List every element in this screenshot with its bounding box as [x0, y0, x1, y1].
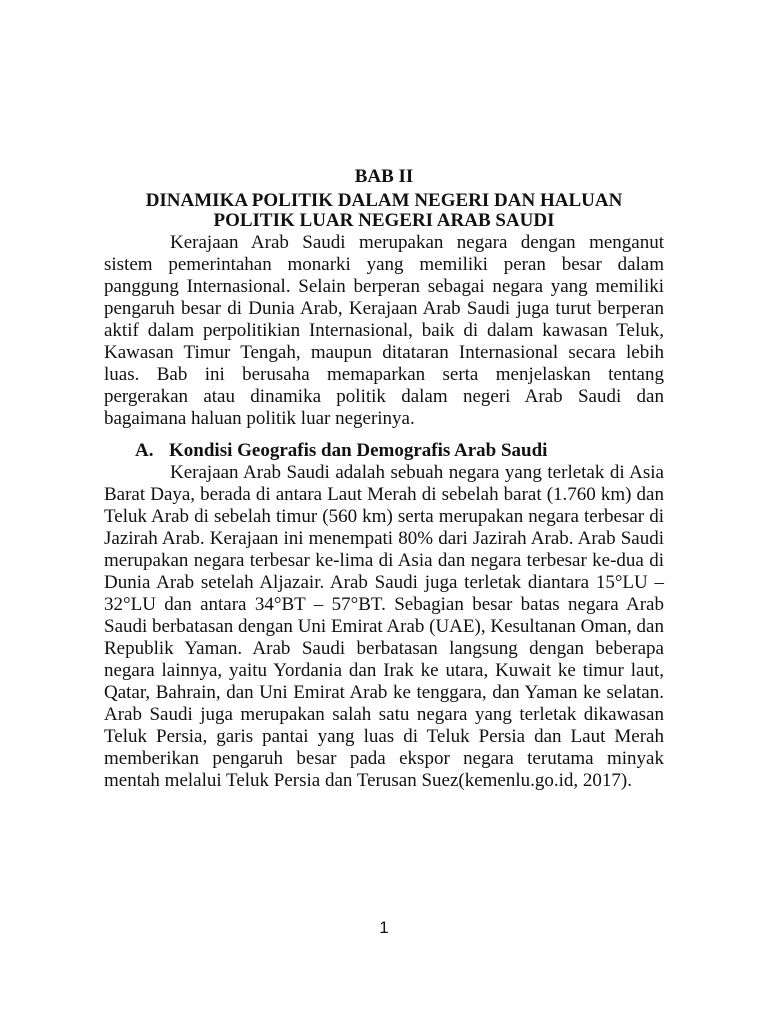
chapter-title-line-1: DINAMIKA POLITIK DALAM NEGERI DAN HALUAN: [145, 190, 623, 211]
section-a-marker: A.: [135, 440, 154, 461]
section-a-paragraph: Kerajaan Arab Saudi adalah sebuah negara yang terletak di Asia Barat Daya, berada di antara Laut Merah di sebelah barat (1.760 km) dan Teluk Arab di sebelah timur (560 km) serta merupakan negara terbesar di Jazirah Arab. Kerajaan ini menempati 80% dari Jazirah Arab. Arab Saudi merupakan negara terbesar ke-lima di Asia dan negara terbesar ke-dua di Dunia Arab setelah Aljazair. Arab Saudi juga terletak diantara 15°LU – 32°LU dan antara 34°BT – 57°BT. Sebagian besar batas negara Arab Saudi berbatasan dengan Uni Emirat Arab (UAE), Kesultanan Oman, dan Republik Yaman. Arab Saudi berbatasan langsung dengan beberapa negara lainnya, yaitu Yordania dan Irak ke utara, Kuwait ke timur laut, Qatar, Bahrain, dan Uni Emirat Arab ke tenggara, dan Yaman ke selatan. Arab Saudi juga merupakan salah satu negara yang terletak dikawasan Teluk Persia, garis pantai yang luas di Teluk Persia dan Laut Merah memberikan pengaruh besar pada ekspor negara terutama minyak mentah melalui Teluk Persia dan Terusan Suez(kemenlu.go.id, 2017).: [104, 462, 664, 791]
page-number: 1: [379, 918, 389, 937]
intro-paragraph: Kerajaan Arab Saudi merupakan negara dengan menganut sistem pemerintahan monarki yang memiliki peran besar dalam panggung Internasional. Selain berperan sebagai negara yang memiliki pengaruh besar di Dunia Arab, Kerajaan Arab Saudi juga turut berperan aktif dalam perpolitikian Internasional, baik di dalam kawasan Teluk, Kawasan Timur Tengah, maupun ditataran Internasional secara lebih luas. Bab ini berusaha memaparkan serta menjelaskan tentang pergerakan atau dinamika politik dalam negeri Arab Saudi dan bagaimana haluan politik luar negerinya.: [104, 232, 664, 429]
section-a-heading: [135, 440, 547, 462]
chapter-title-line-2: POLITIK LUAR NEGERI ARAB SAUDI: [213, 210, 555, 231]
section-a-title: Kondisi Geografis dan Demografis Arab Saudi: [169, 440, 548, 461]
chapter-label: BAB II: [354, 166, 414, 187]
